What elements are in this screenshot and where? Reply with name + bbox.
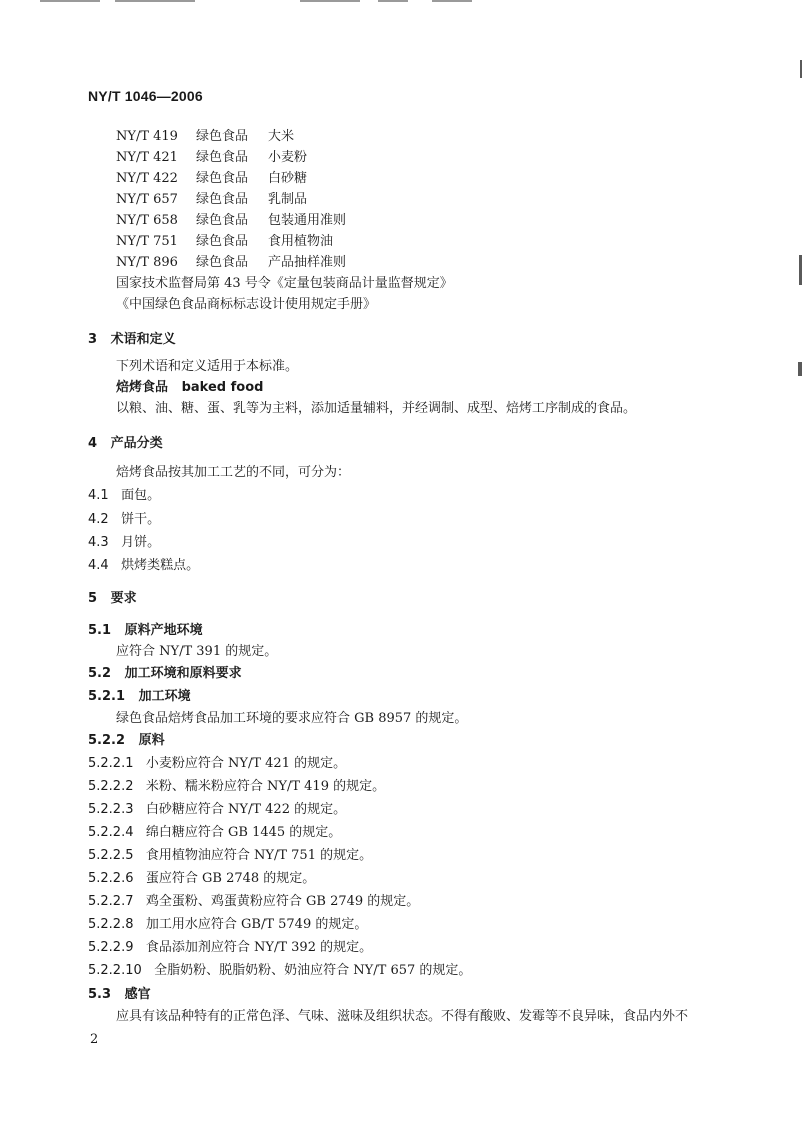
subsection-heading: 5.1 原料产地环境 (88, 623, 203, 638)
scan-artifact-line (115, 0, 195, 2)
reference-item: NY/T 751 绿色食品 食用植物油 (116, 234, 334, 249)
subsection-heading: 5.3 感官 (88, 987, 151, 1002)
document-code: NY/T 1046—2006 (88, 88, 203, 104)
reference-item: NY/T 658 绿色食品 包装通用准则 (116, 213, 347, 228)
term-entry: 焙烤食品 baked food (116, 380, 264, 395)
list-item: 4.2 饼干。 (88, 512, 161, 527)
term-definition: 以粮、油、糖、蛋、乳等为主料，添加适量辅料，并经调制、成型、焙烤工序制成的食品。 (116, 401, 637, 416)
list-item: 5.2.2.2 米粉、糯米粉应符合 NY/T 419 的规定。 (88, 779, 386, 794)
list-item: 5.2.2.1 小麦粉应符合 NY/T 421 的规定。 (88, 756, 347, 771)
list-item: 5.2.2.10 全脂奶粉、脱脂奶粉、奶油应符合 NY/T 657 的规定。 (88, 963, 472, 978)
list-item: 5.2.2.6 蛋应符合 GB 2748 的规定。 (88, 871, 316, 886)
reference-item: NY/T 421 绿色食品 小麦粉 (116, 150, 308, 165)
paragraph: 下列术语和定义适用于本标准。 (116, 359, 299, 374)
paragraph: 应具有该品种特有的正常色泽、气味、滋味及组织状态。不得有酸败、发霉等不良异味，食品内外不 (116, 1009, 689, 1024)
paragraph: 绿色食品焙烤食品加工环境的要求应符合 GB 8957 的规定。 (116, 711, 468, 726)
list-item: 5.2.2.8 加工用水应符合 GB/T 5749 的规定。 (88, 917, 368, 932)
paragraph: 焙烤食品按其加工工艺的不同，可分为： (116, 465, 351, 480)
list-item: 4.4 烘烤类糕点。 (88, 558, 200, 573)
list-item: 4.3 月饼。 (88, 535, 161, 550)
scan-artifact-line (432, 0, 472, 2)
scan-artifact-mark (798, 362, 802, 376)
paragraph: 应符合 NY/T 391 的规定。 (116, 644, 278, 659)
scan-artifact-line (378, 0, 408, 2)
scan-artifact-line (300, 0, 360, 2)
reference-item: NY/T 419 绿色食品 大米 (116, 129, 295, 144)
subsection-heading: 5.2 加工环境和原料要求 (88, 666, 242, 681)
list-item: 5.2.2.7 鸡全蛋粉、鸡蛋黄粉应符合 GB 2749 的规定。 (88, 894, 420, 909)
list-item: 4.1 面包。 (88, 488, 161, 503)
list-item: 5.2.2.3 白砂糖应符合 NY/T 422 的规定。 (88, 802, 347, 817)
reference-item: NY/T 657 绿色食品 乳制品 (116, 192, 308, 207)
scan-artifact-line (40, 0, 100, 2)
page-number: 2 (90, 1032, 99, 1047)
list-item: 5.2.2.4 绵白糖应符合 GB 1445 的规定。 (88, 825, 342, 840)
section-heading: 3 术语和定义 (88, 332, 176, 347)
subsection-heading: 5.2.1 加工环境 (88, 689, 191, 704)
reference-item: NY/T 422 绿色食品 白砂糖 (116, 171, 308, 186)
list-item: 5.2.2.5 食用植物油应符合 NY/T 751 的规定。 (88, 848, 373, 863)
reference-item: NY/T 896 绿色食品 产品抽样准则 (116, 255, 347, 270)
subsection-heading: 5.2.2 原料 (88, 733, 165, 748)
section-heading: 4 产品分类 (88, 436, 163, 451)
section-heading: 5 要求 (88, 591, 137, 606)
reference-item: 《中国绿色食品商标标志设计使用规定手册》 (116, 297, 377, 312)
list-item: 5.2.2.9 食品添加剂应符合 NY/T 392 的规定。 (88, 940, 373, 955)
reference-item: 国家技术监督局第 43 号令《定量包装商品计量监督规定》 (116, 276, 453, 291)
